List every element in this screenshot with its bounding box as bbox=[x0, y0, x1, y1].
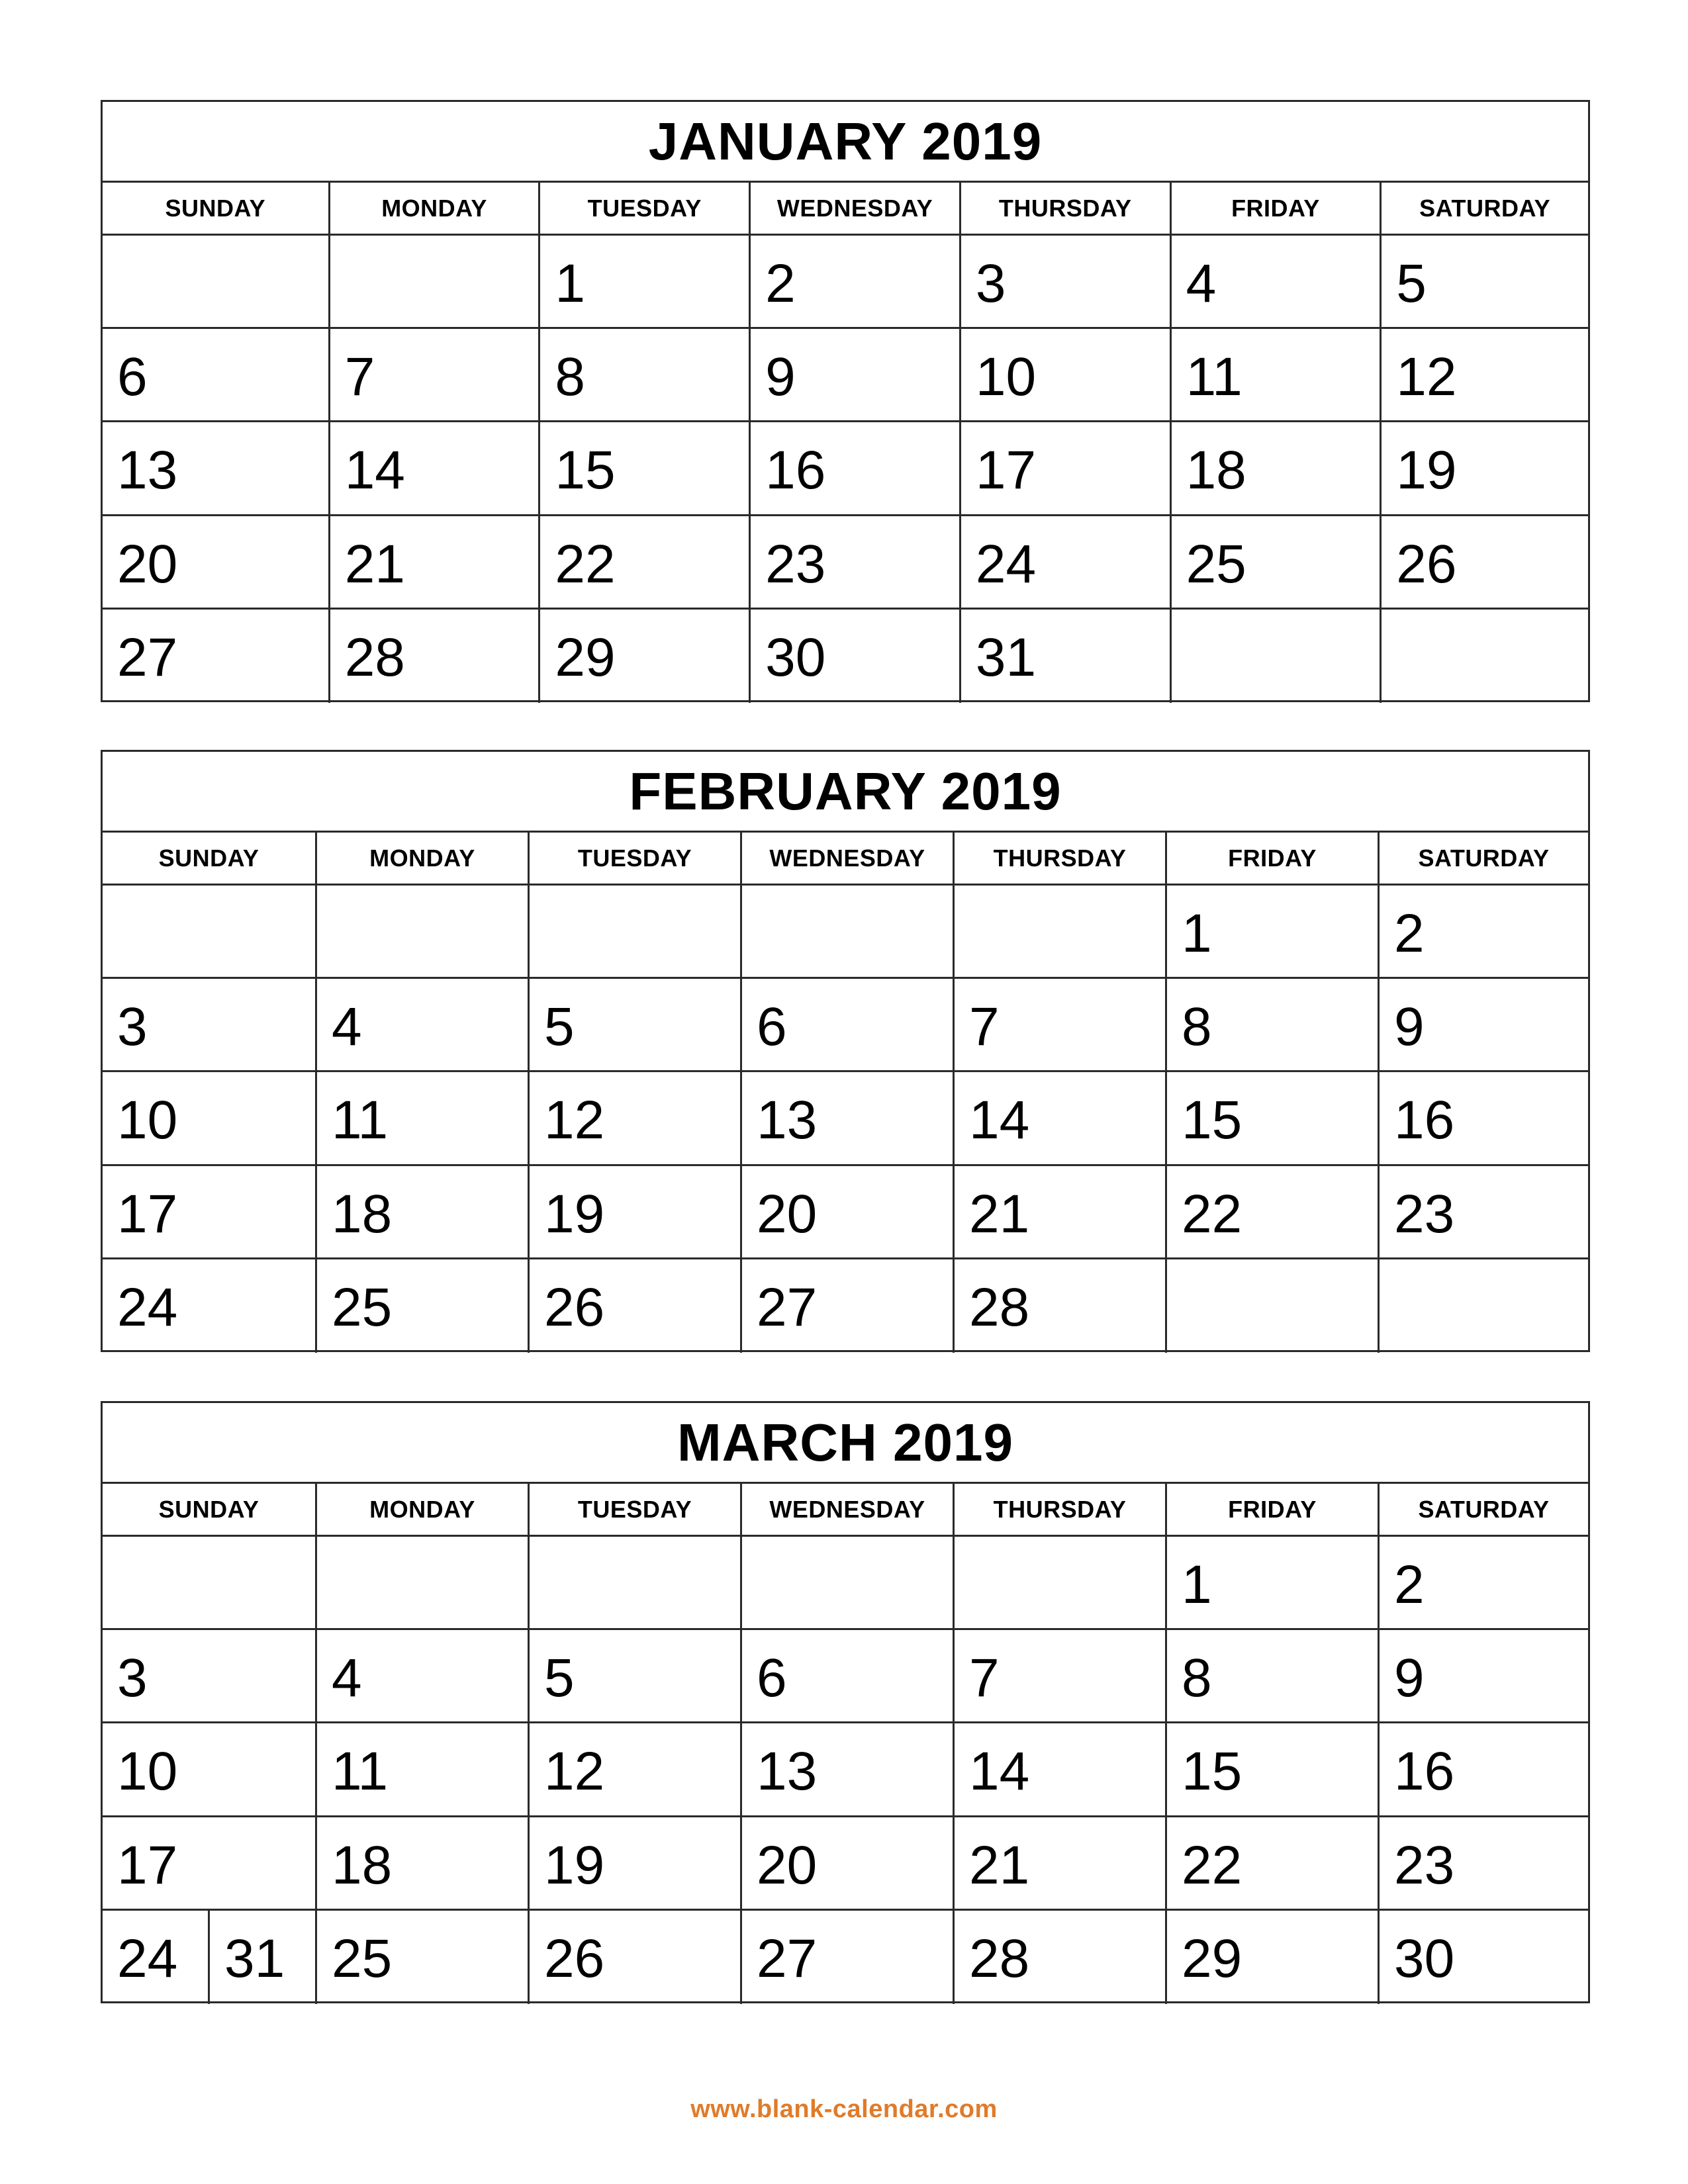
day-cell: 13 bbox=[740, 1723, 953, 1815]
day-cell: 24 bbox=[959, 516, 1170, 608]
day-cell: 18 bbox=[1170, 422, 1380, 514]
day-cell: 22 bbox=[1165, 1817, 1378, 1909]
week-row bbox=[103, 886, 1588, 979]
day-cell: 22 bbox=[1165, 1166, 1378, 1257]
day-cell bbox=[1378, 1259, 1588, 1353]
weekday-tuesday: TUESDAY bbox=[538, 183, 749, 234]
weekday-monday: MONDAY bbox=[328, 183, 539, 234]
day-cell: 16 bbox=[1378, 1723, 1588, 1815]
day-cell bbox=[953, 1537, 1165, 1628]
day-cell: 12 bbox=[528, 1723, 740, 1815]
month-january bbox=[101, 100, 1590, 702]
day-cell: 14 bbox=[953, 1072, 1165, 1163]
day-cell: 2 bbox=[1378, 1537, 1588, 1628]
week-row bbox=[103, 1537, 1588, 1630]
weekday-saturday: SATURDAY bbox=[1378, 833, 1588, 884]
day-cell: 17 bbox=[117, 1835, 178, 1895]
day-cell: 11 bbox=[315, 1072, 528, 1163]
month-february bbox=[101, 750, 1590, 1352]
day-cell: 19 bbox=[528, 1817, 740, 1909]
day-cell: 21 bbox=[328, 516, 539, 608]
day-cell: 13 bbox=[117, 440, 178, 501]
day-cell: 13 bbox=[740, 1072, 953, 1163]
week-row bbox=[103, 1817, 1588, 1911]
day-cell: 31 bbox=[959, 610, 1170, 703]
day-cell: 27 bbox=[117, 627, 178, 688]
day-cell: 7 bbox=[953, 979, 1165, 1070]
day-cell: 1 bbox=[1165, 886, 1378, 977]
day-cell: 30 bbox=[749, 610, 959, 703]
day-cell: 11 bbox=[315, 1723, 528, 1815]
day-cell bbox=[740, 1537, 953, 1628]
day-cell: 27 bbox=[740, 1259, 953, 1353]
day-cell: 29 bbox=[538, 610, 749, 703]
weekday-tuesday: TUESDAY bbox=[528, 1484, 740, 1535]
weekday-wednesday: WEDNESDAY bbox=[749, 183, 959, 234]
day-cell: 30 bbox=[1378, 1911, 1588, 2004]
day-number: 24 bbox=[117, 1928, 178, 1989]
day-cell: 9 bbox=[1378, 1630, 1588, 1721]
day-cell bbox=[1170, 610, 1380, 703]
day-cell bbox=[103, 1537, 315, 1628]
week-row bbox=[103, 979, 1588, 1072]
day-cell bbox=[103, 1911, 315, 2004]
day-cell bbox=[528, 1537, 740, 1628]
weekday-wednesday: WEDNESDAY bbox=[740, 1484, 953, 1535]
day-number: 31 bbox=[208, 1911, 315, 2004]
day-cell: 29 bbox=[1165, 1911, 1378, 2004]
day-cell: 19 bbox=[1380, 422, 1588, 514]
day-cell: 18 bbox=[315, 1166, 528, 1257]
weekday-header bbox=[103, 183, 1588, 236]
weekday-thursday: THURSDAY bbox=[959, 183, 1170, 234]
month-title: FEBRUARY 2019 bbox=[103, 752, 1588, 833]
day-cell bbox=[103, 236, 328, 327]
day-cell: 10 bbox=[117, 1741, 178, 1802]
day-cell: 15 bbox=[1165, 1072, 1378, 1163]
day-cell: 25 bbox=[315, 1259, 528, 1353]
weekday-saturday: SATURDAY bbox=[1380, 183, 1588, 234]
day-cell: 6 bbox=[740, 979, 953, 1070]
week-row bbox=[103, 1166, 1588, 1259]
day-cell: 26 bbox=[528, 1911, 740, 2004]
day-cell bbox=[103, 886, 315, 977]
weekday-monday: MONDAY bbox=[315, 1484, 528, 1535]
day-cell: 6 bbox=[740, 1630, 953, 1721]
day-cell: 7 bbox=[953, 1630, 1165, 1721]
day-cell: 1 bbox=[1165, 1537, 1378, 1628]
day-cell: 21 bbox=[953, 1817, 1165, 1909]
day-cell: 9 bbox=[749, 329, 959, 420]
day-cell: 14 bbox=[953, 1723, 1165, 1815]
weekday-saturday: SATURDAY bbox=[1378, 1484, 1588, 1535]
day-cell: 26 bbox=[1380, 516, 1588, 608]
day-cell: 3 bbox=[959, 236, 1170, 327]
weekday-header bbox=[103, 1484, 1588, 1537]
day-cell: 15 bbox=[538, 422, 749, 514]
day-cell bbox=[1165, 1259, 1378, 1353]
weekday-sunday: SUNDAY bbox=[165, 194, 266, 222]
month-title: MARCH 2019 bbox=[103, 1403, 1588, 1484]
day-cell: 5 bbox=[528, 979, 740, 1070]
day-cell: 5 bbox=[1380, 236, 1588, 327]
week-row bbox=[103, 1723, 1588, 1817]
weekday-monday: MONDAY bbox=[315, 833, 528, 884]
week-row bbox=[103, 1630, 1588, 1723]
day-cell: 3 bbox=[117, 1648, 148, 1709]
month-march bbox=[101, 1401, 1590, 2003]
day-cell: 1 bbox=[538, 236, 749, 327]
day-cell: 25 bbox=[1170, 516, 1380, 608]
weekday-tuesday: TUESDAY bbox=[528, 833, 740, 884]
day-cell: 24 bbox=[117, 1277, 178, 1338]
day-cell: 4 bbox=[1170, 236, 1380, 327]
day-cell: 28 bbox=[953, 1911, 1165, 2004]
day-cell: 16 bbox=[1378, 1072, 1588, 1163]
week-grid bbox=[103, 1537, 1588, 2004]
weekday-wednesday: WEDNESDAY bbox=[740, 833, 953, 884]
day-cell: 27 bbox=[740, 1911, 953, 2004]
weekday-sunday: SUNDAY bbox=[158, 844, 259, 872]
website-footer: www.blank-calendar.com bbox=[690, 2095, 998, 2123]
day-cell: 16 bbox=[749, 422, 959, 514]
day-cell: 2 bbox=[749, 236, 959, 327]
weekday-header bbox=[103, 833, 1588, 886]
day-cell: 10 bbox=[117, 1090, 178, 1151]
day-cell bbox=[1380, 610, 1588, 703]
day-cell: 11 bbox=[1170, 329, 1380, 420]
day-cell: 3 bbox=[117, 997, 148, 1058]
day-cell: 20 bbox=[740, 1817, 953, 1909]
day-cell: 20 bbox=[740, 1166, 953, 1257]
week-grid bbox=[103, 886, 1588, 1353]
day-cell: 20 bbox=[117, 533, 178, 594]
day-cell: 23 bbox=[1378, 1817, 1588, 1909]
week-row bbox=[103, 1072, 1588, 1165]
week-row bbox=[103, 610, 1588, 703]
day-cell: 4 bbox=[315, 1630, 528, 1721]
weekday-sunday: SUNDAY bbox=[158, 1495, 259, 1523]
day-cell bbox=[328, 236, 539, 327]
day-cell bbox=[315, 886, 528, 977]
day-cell: 6 bbox=[117, 347, 148, 408]
day-cell: 25 bbox=[315, 1911, 528, 2004]
week-row bbox=[103, 236, 1588, 329]
day-cell: 8 bbox=[1165, 1630, 1378, 1721]
day-cell: 18 bbox=[315, 1817, 528, 1909]
day-cell: 8 bbox=[538, 329, 749, 420]
day-cell: 26 bbox=[528, 1259, 740, 1353]
week-row bbox=[103, 1259, 1588, 1353]
day-cell bbox=[740, 886, 953, 977]
day-cell: 21 bbox=[953, 1166, 1165, 1257]
day-cell: 12 bbox=[528, 1072, 740, 1163]
month-title: JANUARY 2019 bbox=[103, 102, 1588, 183]
day-cell: 14 bbox=[328, 422, 539, 514]
weekday-friday: FRIDAY bbox=[1165, 1484, 1378, 1535]
day-cell: 4 bbox=[315, 979, 528, 1070]
day-cell: 15 bbox=[1165, 1723, 1378, 1815]
weekday-friday: FRIDAY bbox=[1165, 833, 1378, 884]
weekday-friday: FRIDAY bbox=[1170, 183, 1380, 234]
week-row bbox=[103, 516, 1588, 610]
day-cell bbox=[315, 1537, 528, 1628]
week-grid bbox=[103, 236, 1588, 703]
day-cell: 5 bbox=[528, 1630, 740, 1721]
weekday-thursday: THURSDAY bbox=[953, 833, 1165, 884]
day-cell: 23 bbox=[749, 516, 959, 608]
day-cell: 9 bbox=[1378, 979, 1588, 1070]
day-cell: 8 bbox=[1165, 979, 1378, 1070]
day-cell: 28 bbox=[953, 1259, 1165, 1353]
day-cell: 17 bbox=[959, 422, 1170, 514]
day-cell: 12 bbox=[1380, 329, 1588, 420]
weekday-thursday: THURSDAY bbox=[953, 1484, 1165, 1535]
day-cell: 19 bbox=[528, 1166, 740, 1257]
week-row bbox=[103, 1911, 1588, 2004]
week-row bbox=[103, 422, 1588, 516]
day-cell: 23 bbox=[1378, 1166, 1588, 1257]
day-cell bbox=[528, 886, 740, 977]
day-cell: 7 bbox=[328, 329, 539, 420]
day-cell: 22 bbox=[538, 516, 749, 608]
day-cell: 2 bbox=[1378, 886, 1588, 977]
day-cell: 10 bbox=[959, 329, 1170, 420]
day-cell: 17 bbox=[117, 1183, 178, 1244]
day-cell bbox=[953, 886, 1165, 977]
day-cell: 28 bbox=[328, 610, 539, 703]
week-row bbox=[103, 329, 1588, 422]
